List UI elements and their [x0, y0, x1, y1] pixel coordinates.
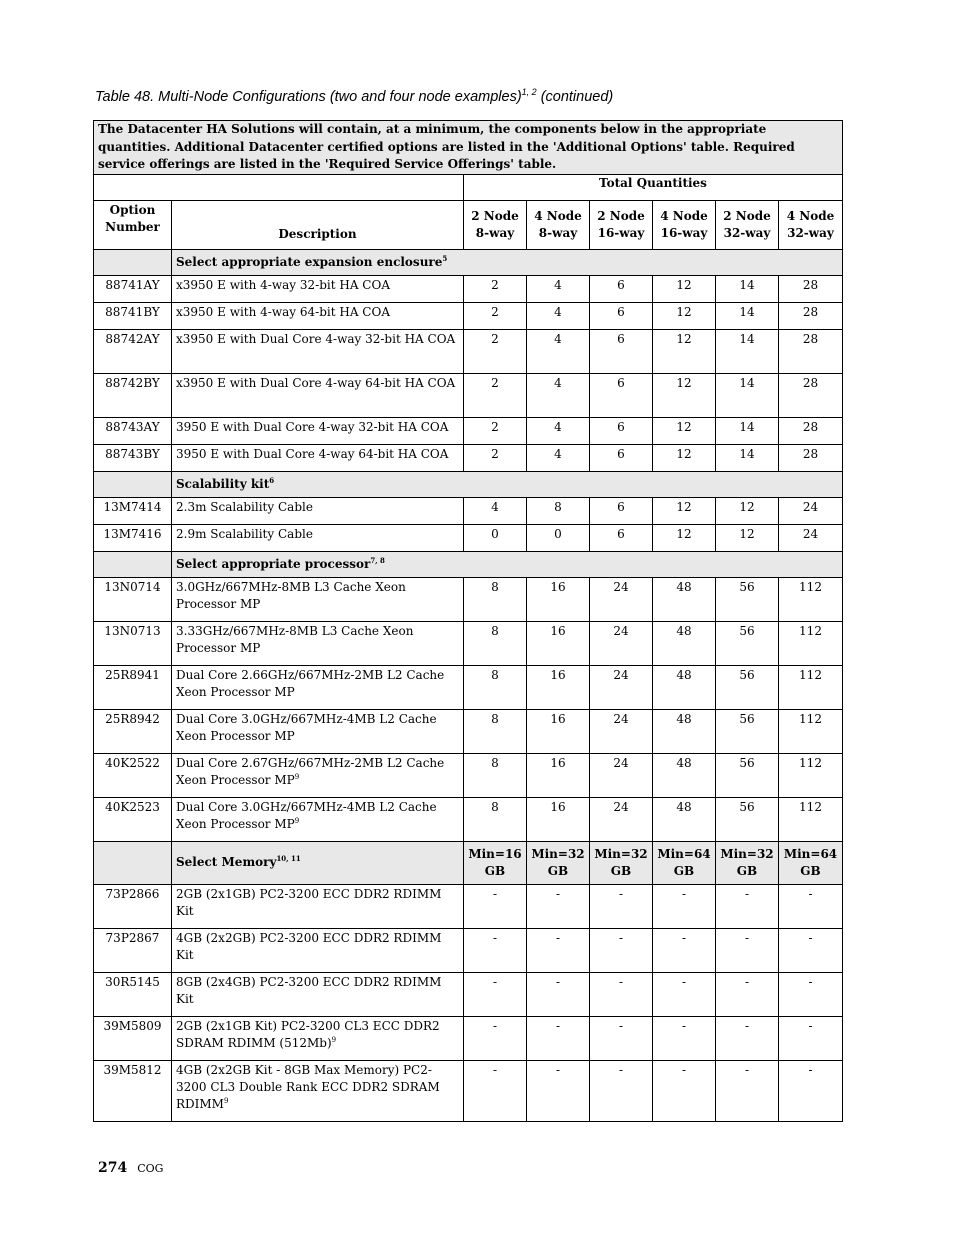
quantity-cell: 0	[464, 524, 527, 551]
section-header-row	[94, 249, 843, 275]
quantity-cell: 16	[527, 621, 590, 665]
section-title-cell	[172, 551, 843, 577]
quantity-cell: 0	[527, 524, 590, 551]
table-row	[94, 1016, 843, 1060]
quantity-cell: 28	[779, 329, 843, 373]
description-cell	[172, 753, 464, 797]
quantity-cell: -	[464, 972, 527, 1016]
description-text: Dual Core 3.0GHz/667MHz-4MB L2 Cache Xeon Processor MP	[176, 711, 437, 743]
quantity-cell: 6	[590, 373, 653, 417]
memory-minimum-header: Min=32 GB	[590, 841, 653, 884]
quantity-cell: -	[590, 972, 653, 1016]
option-number: 30R5145	[94, 972, 172, 1016]
description-cell	[172, 497, 464, 524]
table-row	[94, 709, 843, 753]
description-cell	[172, 709, 464, 753]
section-title-cell	[172, 249, 843, 275]
total-quantities-header: Total Quantities	[464, 174, 843, 200]
quantity-cell: 12	[653, 329, 716, 373]
table-caption	[95, 89, 613, 105]
description-cell	[172, 621, 464, 665]
quantity-cell: -	[716, 1060, 779, 1121]
section-title-cell	[172, 841, 464, 884]
memory-minimum-header: Min=64 GB	[653, 841, 716, 884]
quantity-cell: 6	[590, 329, 653, 373]
quantity-cell: 16	[527, 709, 590, 753]
quantity-cell: -	[779, 884, 843, 928]
quantity-cell: 8	[464, 797, 527, 841]
section-title: Select appropriate expansion enclosure	[176, 254, 443, 269]
table-row	[94, 753, 843, 797]
description-cell	[172, 302, 464, 329]
quantity-cell: 6	[590, 417, 653, 444]
table-row	[94, 797, 843, 841]
description-text: Dual Core 2.67GHz/667MHz-2MB L2 Cache Xeon Processor MP	[176, 755, 445, 787]
table-row	[94, 928, 843, 972]
quantity-cell: -	[527, 972, 590, 1016]
quantity-cell: 24	[590, 577, 653, 621]
section-header-row	[94, 471, 843, 497]
column-header-row	[94, 200, 843, 249]
quantity-cell: 12	[653, 302, 716, 329]
quantity-cell: -	[653, 928, 716, 972]
quantity-cell: 4	[527, 373, 590, 417]
description-text: x3950 E with Dual Core 4-way 32-bit HA COA	[176, 331, 456, 346]
quantity-cell: -	[464, 1060, 527, 1121]
quantity-cell: -	[779, 928, 843, 972]
option-number: 13N0714	[94, 577, 172, 621]
quantity-cell: -	[527, 884, 590, 928]
quantity-cell: 16	[527, 577, 590, 621]
table-row	[94, 972, 843, 1016]
section-footnote-ref: 6	[269, 475, 275, 485]
quantity-cell: 14	[716, 302, 779, 329]
description-cell	[172, 329, 464, 373]
table-row	[94, 497, 843, 524]
quantity-cell: 6	[590, 302, 653, 329]
quantity-cell: 28	[779, 373, 843, 417]
description-text: x3950 E with Dual Core 4-way 64-bit HA COA	[176, 375, 456, 390]
quantity-cell: 112	[779, 577, 843, 621]
quantity-cell: 14	[716, 275, 779, 302]
quantity-cell: 24	[590, 753, 653, 797]
quantity-cell: 2	[464, 275, 527, 302]
quantity-cell: 24	[590, 797, 653, 841]
quantity-cell: -	[590, 928, 653, 972]
description-text: 3.33GHz/667MHz-8MB L3 Cache Xeon Processor MP	[176, 623, 414, 655]
quantity-cell: 28	[779, 275, 843, 302]
caption-suffix: (continued)	[536, 89, 614, 105]
intro-text: The Datacenter HA Solutions will contain, at a minimum, the components below in the appropriate quantities. Additional Datacenter certified options are listed in the 'Additional Options' table. Required service offerings are listed in the 'Required Service Offerings' table.	[94, 121, 843, 175]
blank-cell	[94, 174, 464, 200]
description-cell	[172, 797, 464, 841]
column-header: 2 Node 16-way	[590, 200, 653, 249]
quantity-cell: -	[716, 1016, 779, 1060]
quantity-cell: 14	[716, 417, 779, 444]
quantity-cell: 4	[527, 302, 590, 329]
quantity-cell: -	[590, 1016, 653, 1060]
quantity-cell: 12	[653, 417, 716, 444]
quantity-cell: -	[716, 884, 779, 928]
table-row	[94, 524, 843, 551]
quantity-cell: 48	[653, 577, 716, 621]
quantity-cell: -	[464, 884, 527, 928]
description-footnote-ref: 9	[223, 1096, 229, 1105]
section-title: Select appropriate processor	[176, 556, 371, 571]
column-header: 4 Node 16-way	[653, 200, 716, 249]
description-cell	[172, 928, 464, 972]
quantity-cell: -	[464, 928, 527, 972]
quantity-cell: -	[527, 928, 590, 972]
quantity-cell: 8	[464, 709, 527, 753]
caption-text: Table 48. Multi-Node Configurations (two and four node examples)	[95, 89, 522, 105]
description-cell	[172, 884, 464, 928]
quantity-cell: -	[653, 1060, 716, 1121]
option-number: 39M5809	[94, 1016, 172, 1060]
quantity-cell: 56	[716, 577, 779, 621]
quantity-cell: 24	[779, 524, 843, 551]
quantity-cell: -	[779, 1060, 843, 1121]
quantity-cell: 112	[779, 753, 843, 797]
quantity-cell: 112	[779, 797, 843, 841]
quantity-cell: 14	[716, 373, 779, 417]
quantity-cell: 8	[464, 665, 527, 709]
description-cell	[172, 665, 464, 709]
section-footnote-ref: 7, 8	[370, 555, 385, 565]
quantity-cell: 4	[527, 444, 590, 471]
quantity-cell: 12	[716, 524, 779, 551]
description-cell	[172, 577, 464, 621]
option-number: 13N0713	[94, 621, 172, 665]
quantity-cell: 8	[464, 577, 527, 621]
option-number: 25R8942	[94, 709, 172, 753]
quantity-cell: 8	[464, 621, 527, 665]
configuration-table	[93, 120, 843, 1122]
table-row	[94, 373, 843, 417]
quantity-cell: 4	[527, 329, 590, 373]
quantity-cell: 56	[716, 665, 779, 709]
option-number: 13M7416	[94, 524, 172, 551]
quantity-cell: -	[653, 972, 716, 1016]
quantity-cell: 56	[716, 709, 779, 753]
option-number: 88742BY	[94, 373, 172, 417]
quantity-cell: 28	[779, 417, 843, 444]
description-text: Dual Core 2.66GHz/667MHz-2MB L2 Cache Xeon Processor MP	[176, 667, 445, 699]
quantity-cell: -	[779, 1016, 843, 1060]
table-row	[94, 665, 843, 709]
quantity-cell: 48	[653, 797, 716, 841]
total-quantities-row	[94, 174, 843, 200]
section-title-cell	[172, 471, 843, 497]
quantity-cell: 6	[590, 275, 653, 302]
section-header-row	[94, 841, 843, 884]
description-text: 3.0GHz/667MHz-8MB L3 Cache Xeon Processor MP	[176, 579, 406, 611]
table-row	[94, 275, 843, 302]
section-title: Scalability kit	[176, 476, 270, 491]
quantity-cell: 12	[653, 497, 716, 524]
quantity-cell: 2	[464, 329, 527, 373]
quantity-cell: -	[653, 884, 716, 928]
option-number: 73P2866	[94, 884, 172, 928]
memory-minimum-header: Min=32 GB	[716, 841, 779, 884]
quantity-cell: 8	[464, 753, 527, 797]
memory-minimum-header: Min=64 GB	[779, 841, 843, 884]
quantity-cell: 48	[653, 753, 716, 797]
section-spacer-cell	[94, 841, 172, 884]
description-footnote-ref: 9	[294, 816, 300, 825]
quantity-cell: 6	[590, 444, 653, 471]
option-number: 88743AY	[94, 417, 172, 444]
quantity-cell: 6	[590, 524, 653, 551]
description-text: 2.9m Scalability Cable	[176, 526, 313, 541]
quantity-cell: -	[527, 1060, 590, 1121]
option-number: 40K2522	[94, 753, 172, 797]
quantity-cell: -	[527, 1016, 590, 1060]
table-row	[94, 329, 843, 373]
description-text: x3950 E with 4-way 64-bit HA COA	[176, 304, 390, 319]
quantity-cell: -	[716, 972, 779, 1016]
table-row	[94, 417, 843, 444]
quantity-cell: 12	[653, 373, 716, 417]
description-text: 2GB (2x1GB) PC2-3200 ECC DDR2 RDIMM Kit	[176, 886, 442, 918]
quantity-cell: 12	[653, 275, 716, 302]
quantity-cell: 14	[716, 329, 779, 373]
description-header: Description	[172, 200, 464, 249]
quantity-cell: 2	[464, 417, 527, 444]
description-text: 2GB (2x1GB Kit) PC2-3200 CL3 ECC DDR2 SDRAM RDIMM (512Mb)	[176, 1018, 440, 1050]
column-header: 4 Node 8-way	[527, 200, 590, 249]
quantity-cell: -	[590, 884, 653, 928]
description-cell	[172, 417, 464, 444]
quantity-cell: 12	[653, 524, 716, 551]
table-row	[94, 577, 843, 621]
quantity-cell: -	[590, 1060, 653, 1121]
quantity-cell: 2	[464, 373, 527, 417]
description-text: 3950 E with Dual Core 4-way 64-bit HA COA	[176, 446, 449, 461]
option-number: 39M5812	[94, 1060, 172, 1121]
option-number: 88742AY	[94, 329, 172, 373]
quantity-cell: 16	[527, 665, 590, 709]
quantity-cell: 56	[716, 753, 779, 797]
description-text: 8GB (2x4GB) PC2-3200 ECC DDR2 RDIMM Kit	[176, 974, 442, 1006]
quantity-cell: 4	[464, 497, 527, 524]
quantity-cell: 4	[527, 275, 590, 302]
quantity-cell: 12	[653, 444, 716, 471]
quantity-cell: 56	[716, 621, 779, 665]
description-text: 4GB (2x2GB) PC2-3200 ECC DDR2 RDIMM Kit	[176, 930, 442, 962]
option-number: 25R8941	[94, 665, 172, 709]
section-spacer-cell	[94, 471, 172, 497]
description-cell	[172, 1060, 464, 1121]
description-text: Dual Core 3.0GHz/667MHz-4MB L2 Cache Xeon Processor MP	[176, 799, 437, 831]
page-footer	[98, 1157, 163, 1176]
document-label: COG	[137, 1162, 164, 1175]
quantity-cell: 56	[716, 797, 779, 841]
quantity-cell: -	[464, 1016, 527, 1060]
section-title: Select Memory	[176, 855, 277, 869]
quantity-cell: -	[779, 972, 843, 1016]
option-number: 88743BY	[94, 444, 172, 471]
quantity-cell: 4	[527, 417, 590, 444]
option-number-header: Option Number	[94, 200, 172, 249]
quantity-cell: 112	[779, 709, 843, 753]
quantity-cell: 2	[464, 302, 527, 329]
description-footnote-ref: 9	[294, 772, 300, 781]
quantity-cell: 24	[779, 497, 843, 524]
description-cell	[172, 373, 464, 417]
section-footnote-ref: 10, 11	[276, 854, 301, 863]
table-row	[94, 884, 843, 928]
quantity-cell: 48	[653, 709, 716, 753]
description-cell	[172, 1016, 464, 1060]
column-header: 4 Node 32-way	[779, 200, 843, 249]
quantity-cell: 112	[779, 665, 843, 709]
description-text: 3950 E with Dual Core 4-way 32-bit HA COA	[176, 419, 449, 434]
quantity-cell: 28	[779, 302, 843, 329]
page-number: 274	[98, 1160, 128, 1176]
description-text: x3950 E with 4-way 32-bit HA COA	[176, 277, 390, 292]
quantity-cell: 48	[653, 621, 716, 665]
section-spacer-cell	[94, 551, 172, 577]
option-number: 40K2523	[94, 797, 172, 841]
description-cell	[172, 275, 464, 302]
intro-row	[94, 121, 843, 175]
quantity-cell: 12	[716, 497, 779, 524]
table-row	[94, 444, 843, 471]
quantity-cell: 16	[527, 753, 590, 797]
table-row	[94, 302, 843, 329]
caption-footnote-ref: 1, 2	[521, 87, 537, 98]
quantity-cell: 24	[590, 621, 653, 665]
description-footnote-ref: 9	[331, 1035, 337, 1044]
section-footnote-ref: 5	[442, 253, 448, 263]
option-number: 73P2867	[94, 928, 172, 972]
quantity-cell: 24	[590, 709, 653, 753]
quantity-cell: 48	[653, 665, 716, 709]
description-text: 4GB (2x2GB Kit - 8GB Max Memory) PC2-3200 CL3 Double Rank ECC DDR2 SDRAM RDIMM	[176, 1062, 440, 1111]
section-header-row	[94, 551, 843, 577]
quantity-cell: -	[653, 1016, 716, 1060]
description-cell	[172, 524, 464, 551]
quantity-cell: 8	[527, 497, 590, 524]
quantity-cell: 6	[590, 497, 653, 524]
quantity-cell: 2	[464, 444, 527, 471]
table-row	[94, 1060, 843, 1121]
quantity-cell: 24	[590, 665, 653, 709]
description-cell	[172, 444, 464, 471]
column-header: 2 Node 8-way	[464, 200, 527, 249]
quantity-cell: 28	[779, 444, 843, 471]
memory-minimum-header: Min=32 GB	[527, 841, 590, 884]
quantity-cell: -	[716, 928, 779, 972]
option-number: 88741BY	[94, 302, 172, 329]
option-number: 88741AY	[94, 275, 172, 302]
description-cell	[172, 972, 464, 1016]
memory-minimum-header: Min=16 GB	[464, 841, 527, 884]
quantity-cell: 14	[716, 444, 779, 471]
quantity-cell: 112	[779, 621, 843, 665]
description-text: 2.3m Scalability Cable	[176, 499, 313, 514]
section-spacer-cell	[94, 249, 172, 275]
table-row	[94, 621, 843, 665]
column-header: 2 Node 32-way	[716, 200, 779, 249]
option-number: 13M7414	[94, 497, 172, 524]
quantity-cell: 16	[527, 797, 590, 841]
